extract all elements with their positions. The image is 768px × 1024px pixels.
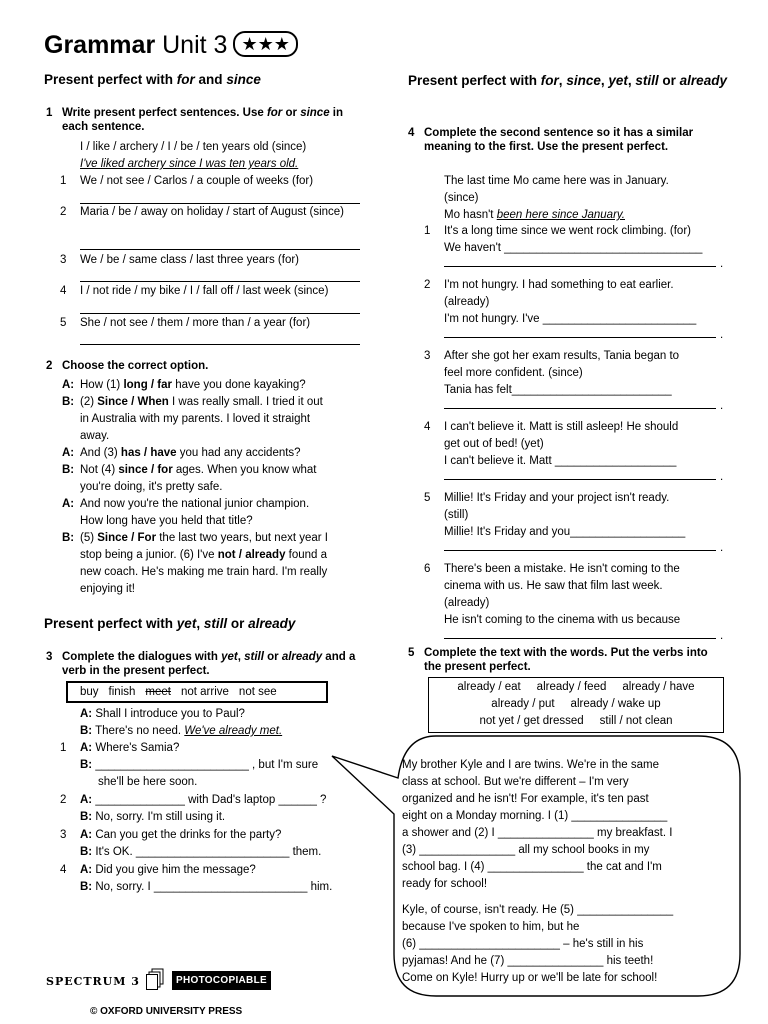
exercise-5-instruction: 5 Complete the text with the words. Put the verbs into the present perfect. <box>408 647 708 673</box>
answer-row <box>444 399 734 413</box>
dialogue-line <box>62 530 362 547</box>
word-option: not arrive <box>180 686 229 698</box>
answer-line[interactable] <box>444 336 716 338</box>
answer-line[interactable] <box>444 407 716 409</box>
exercise-1-item: 1 We / not see / Carlos / a couple of weeks (for) <box>60 175 314 187</box>
exercise-3-word-box <box>66 681 328 703</box>
item-text: He isn't coming to the cinema with us because <box>444 614 681 626</box>
exercise-4-item <box>424 223 734 271</box>
answer-line[interactable] <box>444 549 716 551</box>
item-text: I can't believe it. Matt is still asleep! He should <box>444 421 679 433</box>
speaker-label: A: <box>62 379 75 391</box>
dialogue-text: Since / When <box>97 396 169 408</box>
dialogue-text: ______________ with Dad's laptop ______ ? <box>95 794 327 806</box>
dialogue-line <box>62 513 362 530</box>
speaker-label: B: <box>62 464 75 476</box>
dialogue-text: away. <box>80 430 110 442</box>
word-option: not see <box>238 686 277 698</box>
word-option: meet <box>145 686 171 698</box>
answer-row <box>444 470 734 484</box>
exercise-2-instruction: 2 Choose the correct option. <box>46 360 209 372</box>
item-number: 5 <box>424 492 431 504</box>
text-line: (3) _______________ all my school books in my <box>402 844 650 856</box>
dialogue-line <box>62 377 362 394</box>
period: . <box>720 258 724 270</box>
dialogue-text: you had any accidents? <box>176 447 301 459</box>
exercise-3-example: A: Shall I introduce you to Paul? B: There's no need. We've already met. <box>80 708 283 737</box>
dialogue-line <box>62 445 362 462</box>
exercise-1-item: 4 I / not ride / my bike / I / fall off / last week (since) <box>60 285 329 297</box>
dialogue-line: she'll be here soon. <box>98 776 198 788</box>
text-line: Come on Kyle! Hurry up or we'll be late for school! <box>402 972 658 984</box>
dialogue-text: Since / For <box>97 532 157 544</box>
text-line: eight on a Monday morning. I (1) _______________ <box>402 810 668 822</box>
dialogue-text: And now you're the national junior champion. <box>80 498 310 510</box>
word-option: finish <box>108 686 136 698</box>
dialogue-text: (2) <box>80 396 98 408</box>
dialogue-text: new coach. He's making me train hard. I'm really <box>80 566 328 578</box>
item-text: There's been a mistake. He isn't coming to the <box>444 563 680 575</box>
item-text: cinema with us. He saw that film last week. <box>444 580 663 592</box>
exercise-4-item <box>424 419 734 484</box>
exercise-5-paragraph-2 <box>402 902 722 987</box>
answer-row <box>444 328 734 342</box>
answer-line[interactable] <box>80 280 360 282</box>
item-text: get out of bed! (yet) <box>444 438 544 450</box>
dialogue-text: have you done kayaking? <box>172 379 306 391</box>
exercise-4-item <box>424 348 734 413</box>
dialogue-text: enjoying it! <box>80 583 135 595</box>
dialogue-text: long / far <box>123 379 173 391</box>
speaker-label: A: <box>80 829 96 841</box>
speaker-label: B: <box>80 811 93 823</box>
exercise-4-item <box>424 277 734 342</box>
dialogue-text: the last two years, but next year I <box>156 532 328 544</box>
exercise-3-instruction: 3 Complete the dialogues with yet, still or already and a verb in the present perfect. <box>46 651 356 677</box>
answer-line[interactable] <box>80 343 360 345</box>
difficulty-stars: ★★★ <box>233 31 297 57</box>
dialogue-text: ages. When you know what <box>172 464 317 476</box>
exercise-1-item: 3 We / be / same class / last three years (for) <box>60 254 299 266</box>
speaker-label: B: <box>80 881 93 893</box>
dialogue-text: How (1) <box>80 379 124 391</box>
dialogue-text: Not (4) <box>80 464 119 476</box>
dialogue-text: Can you get the drinks for the party? <box>95 829 282 841</box>
exercise-5-word-box: already / eat already / feed already / have already / put already / wake up not yet / get dressed still / not clean <box>428 677 724 733</box>
speaker-label: A: <box>80 864 96 876</box>
item-text: We haven't _______________________________ <box>444 242 703 254</box>
page-title: Grammar Unit 3 ★★★ <box>44 30 298 60</box>
period: . <box>720 630 724 642</box>
speaker-label: B: <box>80 759 93 771</box>
dialogue-text: since / for <box>118 464 173 476</box>
dialogue-line <box>62 496 362 513</box>
dialogue-text: How long have you held that title? <box>80 515 253 527</box>
item-text: After she got her exam results, Tania began to <box>444 350 680 362</box>
text-line: pyjamas! And he (7) _______________ his teeth! <box>402 955 654 967</box>
answer-line[interactable] <box>80 312 360 314</box>
photocopiable-badge: PHOTOCOPIABLE <box>172 971 271 990</box>
speaker-label: A: <box>62 447 75 459</box>
exercise-1-item: 2 Maria / be / away on holiday / start of August (since) <box>60 206 344 218</box>
dialogue-text: stop being a junior. (6) I've <box>80 549 218 561</box>
dialogue-line <box>62 428 362 445</box>
speaker-label: A: <box>62 498 75 510</box>
item-number: 4 <box>60 864 67 876</box>
dialogue-line <box>62 479 362 496</box>
text-line: school bag. I (4) _______________ the cat and I'm <box>402 861 662 873</box>
section-title-yet-still-already: Present perfect with yet, still or already <box>44 616 296 631</box>
speaker-label: A: <box>80 794 96 806</box>
dialogue-text: you're doing, it's pretty safe. <box>80 481 223 493</box>
dialogue-text: Where's Samia? <box>95 742 180 754</box>
period: . <box>720 329 724 341</box>
answer-row <box>444 257 734 271</box>
item-number: 3 <box>60 829 67 841</box>
item-text: Millie! It's Friday and you__________________ <box>444 526 686 538</box>
dialogue-text: not / already <box>217 549 286 561</box>
answer-row <box>444 541 734 555</box>
answer-line[interactable] <box>80 248 360 250</box>
item-text: (still) <box>444 509 469 521</box>
item-number: 6 <box>424 563 431 575</box>
exercise-4-item <box>424 561 734 643</box>
exercise-4-item <box>424 490 734 555</box>
period: . <box>720 400 724 412</box>
period: . <box>720 471 724 483</box>
exercise-5-paragraph-1 <box>402 757 722 893</box>
dialogue-line <box>62 547 362 564</box>
item-text: Tania has felt_________________________ <box>444 384 672 396</box>
dialogue-text: No, sorry. I'm still using it. <box>92 811 226 823</box>
item-text: I can't believe it. Matt ___________________ <box>444 455 677 467</box>
speaker-label: B: <box>62 532 75 544</box>
item-text: (already) <box>444 597 490 609</box>
item-text: feel more confident. (since) <box>444 367 583 379</box>
dialogue-line <box>62 411 362 428</box>
item-number: 2 <box>424 279 431 291</box>
item-number: 1 <box>424 225 431 237</box>
dialogue-text: No, sorry. I ________________________ him. <box>92 881 333 893</box>
exercise-2-dialogue <box>62 377 362 598</box>
dialogue-line <box>62 394 362 411</box>
item-text: Millie! It's Friday and your project isn't ready. <box>444 492 670 504</box>
dialogue-text: Did you give him the message? <box>95 864 256 876</box>
dialogue-line <box>62 564 362 581</box>
copy-pages-icon <box>146 968 166 990</box>
speaker-label: B: <box>62 396 75 408</box>
item-number: 2 <box>60 794 67 806</box>
text-line: Kyle, of course, isn't ready. He (5) _______________ <box>402 904 674 916</box>
speaker-label: B: <box>80 846 93 858</box>
exercise-4-instruction: 4 Complete the second sentence so it has a similar meaning to the first. Use the present perfect. <box>408 127 694 153</box>
text-line: (6) ______________________ – he's still in his <box>402 938 644 950</box>
text-line: class at school. But we're different – I'm very <box>402 776 629 788</box>
dialogue-text: in Australia with my parents. I loved it straight <box>80 413 311 425</box>
dialogue-text: And (3) <box>80 447 121 459</box>
item-text: (already) <box>444 296 490 308</box>
exercise-1-item: 5 She / not see / them / more than / a year (for) <box>60 317 311 329</box>
dialogue-text: has / have <box>120 447 177 459</box>
exercise-1-example-prompt: I / like / archery / I / be / ten years old (since) <box>80 141 307 153</box>
exercise-1-instruction: 1 Write present perfect sentences. Use for or since in each sentence. <box>46 107 344 133</box>
answer-line[interactable] <box>444 478 716 480</box>
item-text: I'm not hungry. I've ________________________ <box>444 313 697 325</box>
answer-row <box>444 629 734 643</box>
item-text: It's a long time since we went rock climbing. (for) <box>444 225 691 237</box>
period: . <box>720 542 724 554</box>
dialogue-text: ________________________ , but I'm sure <box>92 759 319 771</box>
exercise-1-example-answer: I've liked archery since I was ten years old. <box>80 158 299 170</box>
dialogue-text: found a <box>285 549 328 561</box>
footer-spectrum: SPECTRUM 3 <box>46 975 140 988</box>
item-text: I'm not hungry. I had something to eat earlier. <box>444 279 674 291</box>
text-line: a shower and (2) I _______________ my breakfast. I <box>402 827 673 839</box>
dialogue-text: I was really small. I tried it out <box>168 396 323 408</box>
item-number: 3 <box>424 350 431 362</box>
dialogue-line <box>62 462 362 479</box>
text-line: because I've spoken to him, but he <box>402 921 580 933</box>
item-number: 1 <box>60 742 67 754</box>
answer-line[interactable] <box>444 265 716 267</box>
section-title-for-since: Present perfect with for and since <box>44 72 261 87</box>
section-title-mixed: Present perfect with for, since, yet, still or already <box>408 73 727 88</box>
dialogue-line <box>62 581 362 598</box>
text-line: ready for school! <box>402 878 488 890</box>
footer-publisher: © OXFORD UNIVERSITY PRESS <box>90 1006 243 1017</box>
exercise-4-items <box>424 223 734 649</box>
text-line: organized and he isn't! For example, it's ten past <box>402 793 649 805</box>
item-number: 4 <box>424 421 431 433</box>
dialogue-text: It's OK. ________________________ them. <box>92 846 322 858</box>
speaker-label: A: <box>80 742 96 754</box>
answer-line[interactable] <box>444 637 716 639</box>
word-option: buy <box>80 686 99 698</box>
exercise-4-example: The last time Mo came here was in January. (since) Mo hasn't been here since January. <box>444 175 669 221</box>
text-line: My brother Kyle and I are twins. We're in the same <box>402 759 660 771</box>
dialogue-text: (5) <box>80 532 98 544</box>
